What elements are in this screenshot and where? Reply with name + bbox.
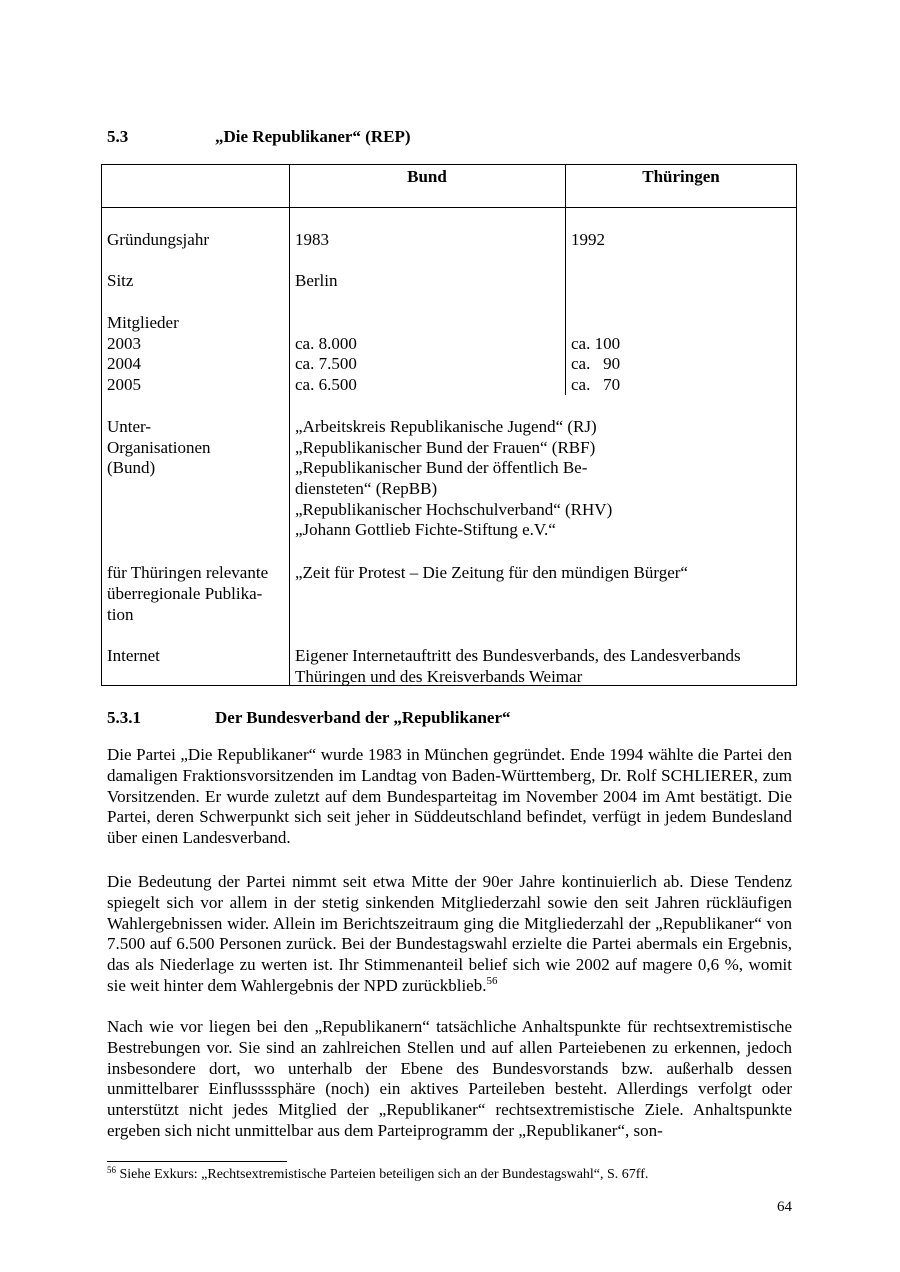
suborg-item: „Johann Gottlieb Fichte-Stiftung e.V.“	[295, 520, 556, 539]
suborg-item: „Republikanischer Bund der öffentlich Be-	[295, 458, 588, 477]
footnote-text: Siehe Exkurs: „Rechtsextremistische Parteien beteiligen sich an der Bundestagswahl“, S. 67ff.	[119, 1167, 649, 1182]
value-members-bund: ca. 7.500	[295, 354, 357, 373]
label-year: 2005	[107, 375, 141, 394]
label-unterorganisationen: Organisationen	[107, 438, 211, 457]
party-facts-table	[101, 164, 797, 686]
label-mitglieder: Mitglieder	[107, 313, 179, 332]
value-gruendungsjahr-thueringen: 1992	[571, 230, 605, 249]
paragraph-text: Die Bedeutung der Partei nimmt seit etwa Mitte der 90er Jahre kontinuierlich ab. Diese Tendenz spiegelt sich vor allem in der stetig sinkenden Mitgliederzahl sowie den seit Jahren rückläufigen Wahlergebnissen wider. Allein im Berichtszeitraum ging die Mitgliederzahl der „Republikaner“ von 7.500 auf 6.500 Personen zurück. Bei der Bundestagswahl erzielte die Partei abermals ein Ergebnis, das als Niederlage zu werten ist. Ihr Stimmenanteil belief sich wie 2002 auf magere 0,6 %, womit sie weit hinter dem Wahlergebnis der NPD zurückblieb.	[107, 872, 792, 995]
value-members-thueringen: ca. 70	[571, 375, 621, 394]
column-divider	[289, 165, 290, 686]
footnote-number: 56	[107, 1165, 116, 1175]
value-members-thueringen: ca. 100	[571, 334, 621, 353]
footnote	[107, 1166, 648, 1184]
footnote-separator	[107, 1161, 287, 1162]
value-members-thueringen: ca. 90	[571, 354, 621, 373]
header-bund: Bund	[407, 167, 447, 186]
label-publikation: überregionale Publika-	[107, 584, 263, 603]
label-publikation: tion	[107, 605, 134, 624]
label-unterorganisationen: Unter-	[107, 417, 152, 436]
suborg-item: „Arbeitskreis Republikanische Jugend“ (RJ)	[295, 417, 597, 436]
value-members-bund: ca. 6.500	[295, 375, 357, 394]
section-title: „Die Republikaner“ (REP)	[215, 127, 411, 146]
subsection-number: 5.3.1	[107, 708, 141, 727]
suborg-item: „Republikanischer Hochschulverband“ (RHV)	[295, 500, 613, 519]
value-gruendungsjahr-bund: 1983	[295, 230, 329, 249]
label-sitz: Sitz	[107, 271, 134, 290]
column-divider	[565, 165, 566, 395]
label-unterorganisationen: (Bund)	[107, 458, 156, 477]
label-gruendungsjahr: Gründungsjahr	[107, 230, 209, 249]
section-number: 5.3	[107, 127, 129, 146]
value-publikation: „Zeit für Protest – Die Zeitung für den mündigen Bürger“	[295, 563, 688, 582]
value-internet: Eigener Internetauftritt des Bundesverbands, des Landesverbands	[295, 646, 741, 665]
body-paragraph	[107, 872, 792, 997]
suborg-item: diensteten“ (RepBB)	[295, 479, 438, 498]
header-divider	[102, 207, 796, 208]
suborg-item: „Republikanischer Bund der Frauen“ (RBF)	[295, 438, 596, 457]
value-sitz-bund: Berlin	[295, 271, 338, 290]
page-number: 64	[777, 1199, 792, 1215]
value-members-bund: ca. 8.000	[295, 334, 357, 353]
label-internet: Internet	[107, 646, 160, 665]
footnote-reference[interactable]: 56	[486, 974, 498, 987]
label-year: 2004	[107, 354, 141, 373]
header-thueringen: Thüringen	[642, 167, 720, 186]
value-internet: Thüringen und des Kreisverbands Weimar	[295, 667, 583, 686]
body-paragraph: Nach wie vor liegen bei den „Republikanern“ tatsächliche Anhaltspunkte für rechtsextremistische Bestrebungen vor. Sie sind an zahlreichen Stellen und auf allen Parteiebenen zu erkennen, jedoch insbesondere dort, wo unterhalb der Ebene des Bundesvorstands bzw. außerhalb dessen unmittelbarer Einflussssphäre (noch) ein aktives Parteileben besteht. Allerdings verfolgt oder unterstützt nicht jedes Mitglied der „Republikaner“ rechtsextremistische Ziele. Anhaltspunkte ergeben sich nicht unmittelbar aus dem Parteiprogramm der „Republikaner“, son-	[107, 1017, 792, 1140]
body-paragraph: Die Partei „Die Republikaner“ wurde 1983 in München gegründet. Ende 1994 wählte die Partei den damaligen Fraktionsvorsitzenden im Landtag von Baden-Württemberg, Dr. Rolf SCHLIERER, zum Vorsitzenden. Er wurde zuletzt auf dem Bundesparteitag im November 2004 im Amt bestätigt. Die Partei, deren Schwerpunkt sich seit jeher in Süddeutschland befindet, verfügt in jedem Bundesland über einen Landesverband.	[107, 745, 792, 848]
subsection-title: Der Bundesverband der „Republikaner“	[215, 708, 511, 727]
label-year: 2003	[107, 334, 141, 353]
label-publikation: für Thüringen relevante	[107, 563, 269, 582]
